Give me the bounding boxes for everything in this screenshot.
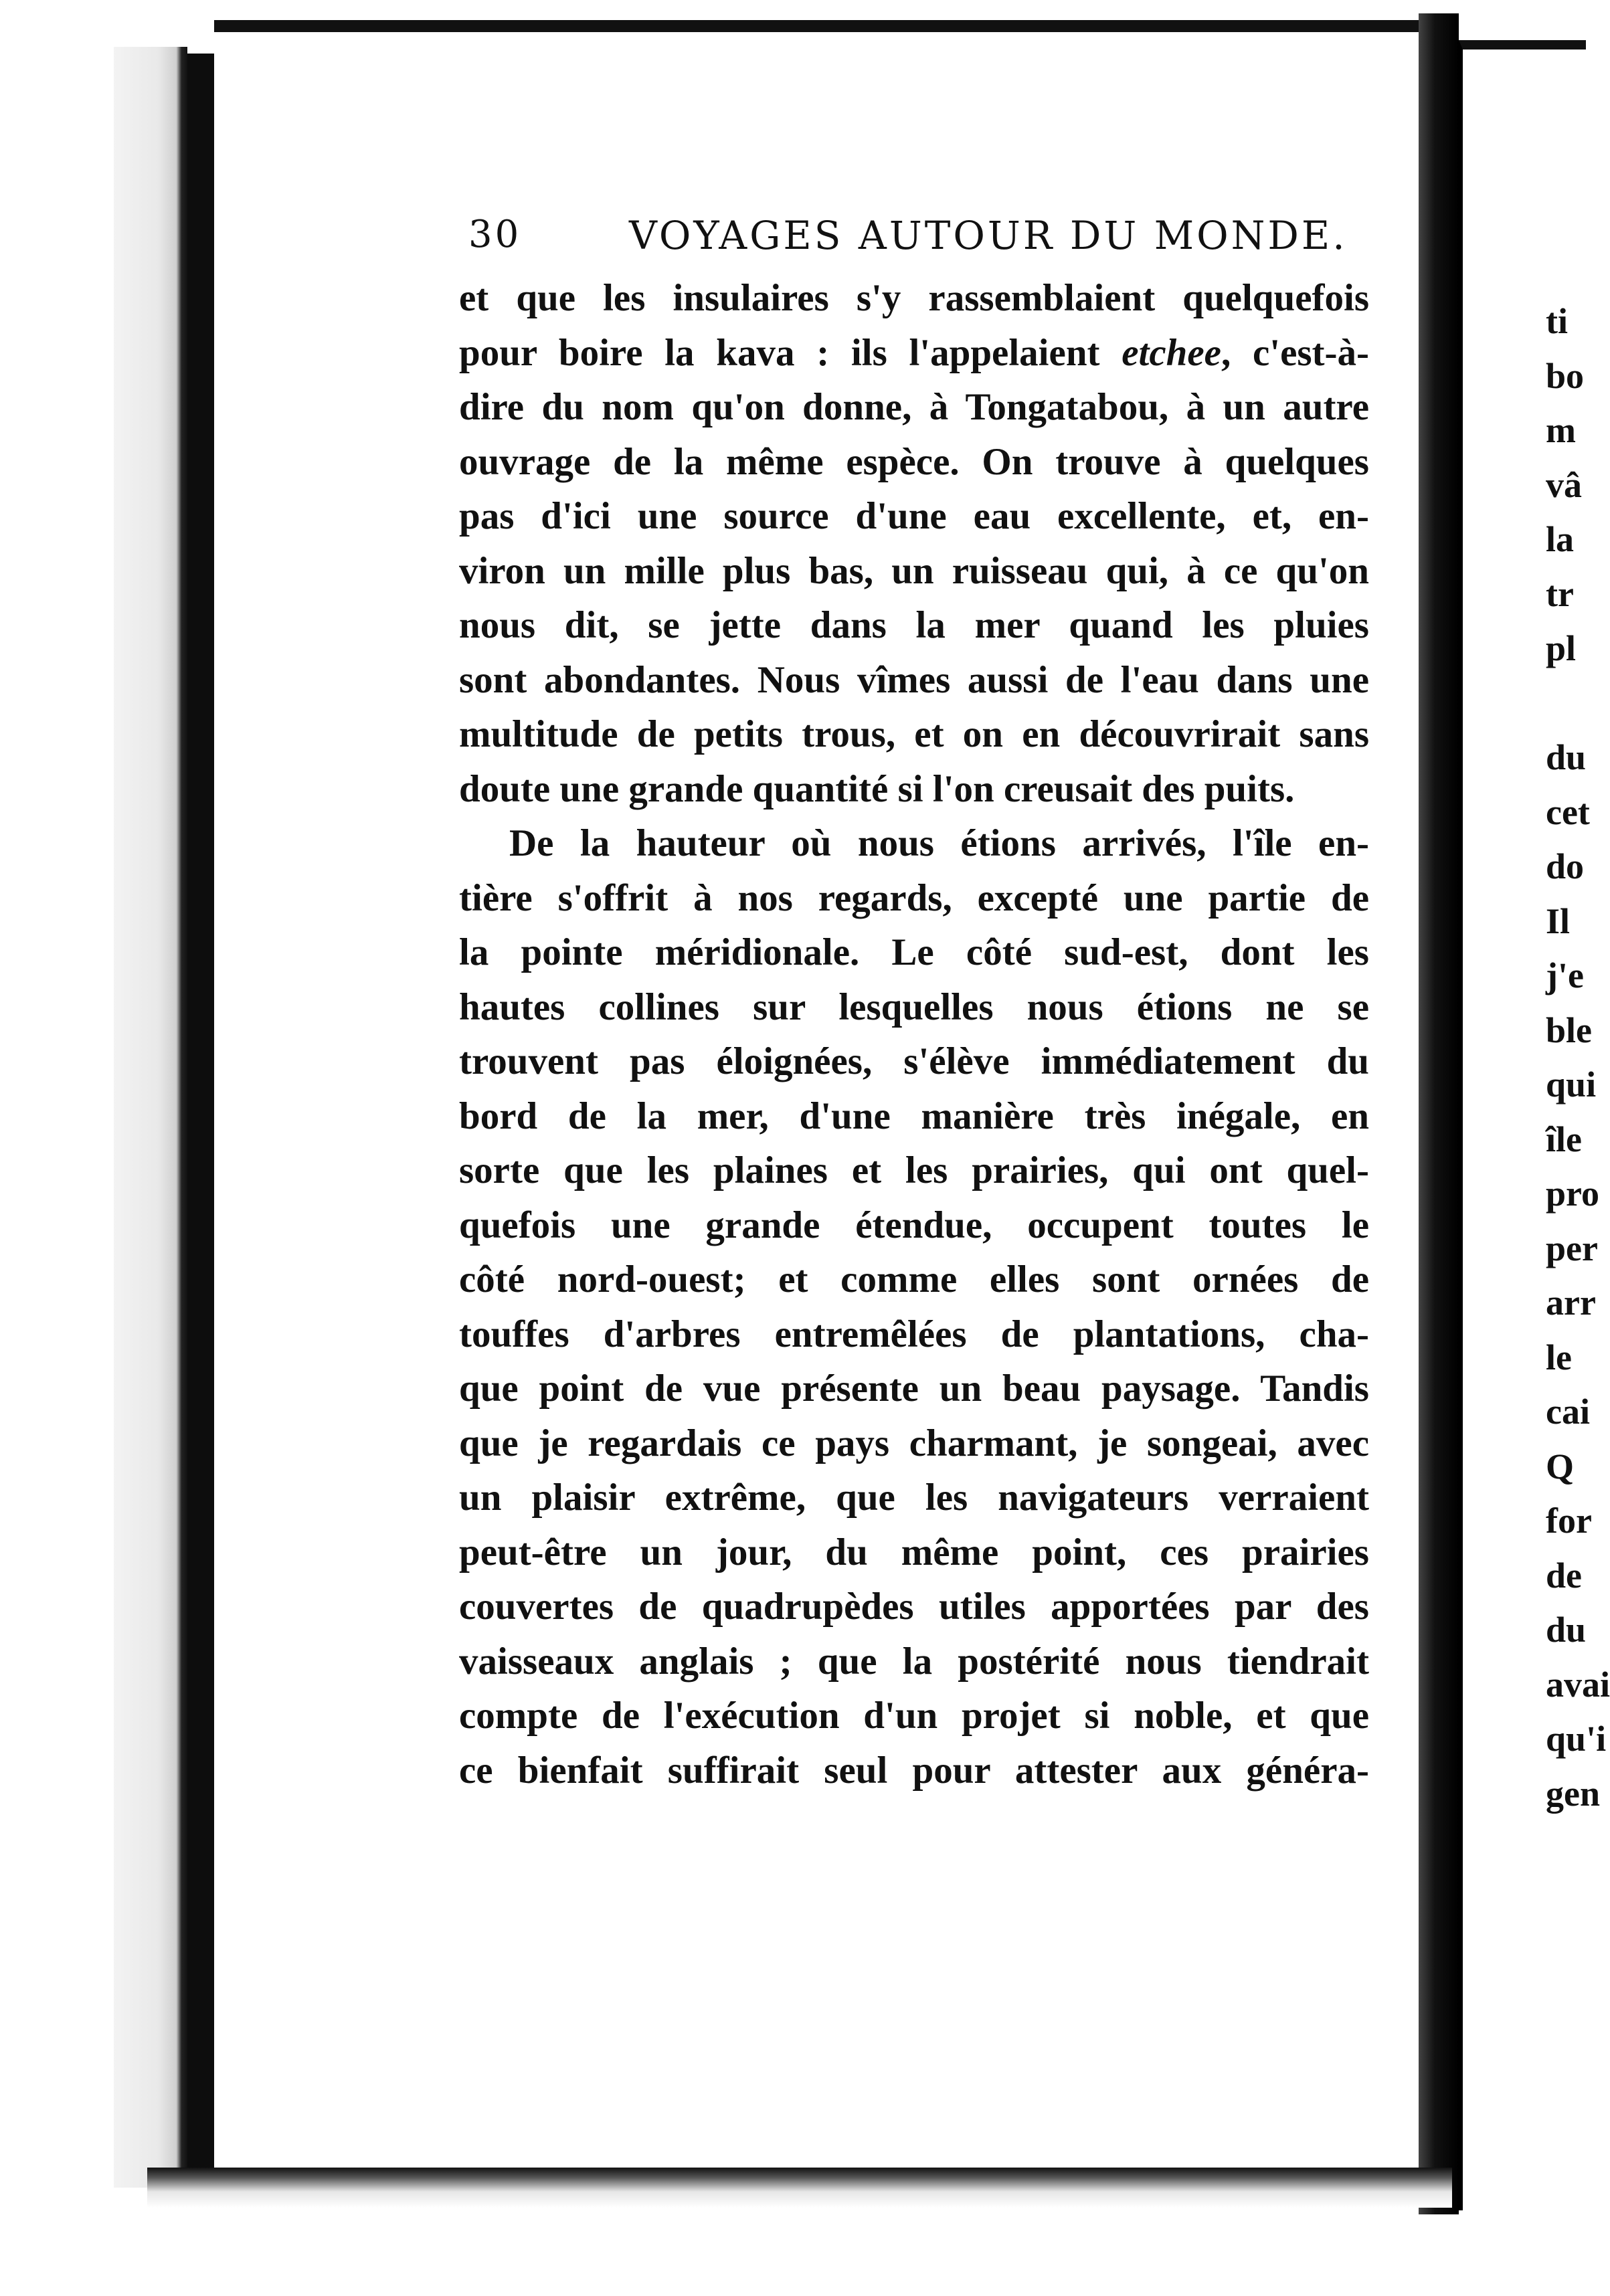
book-gutter bbox=[1419, 13, 1459, 2214]
text-line: la pointe méridionale. Le côté sud-est, dont les bbox=[459, 931, 1369, 973]
running-title: VOYAGES AUTOUR DU MONDE. bbox=[629, 213, 1348, 258]
text-line: doute une grande quantité si l'on creusait des puits. bbox=[459, 767, 1295, 810]
facing-fragment: arr bbox=[1546, 1282, 1596, 1323]
text-segment: pour boire la kava : ils l'appelaient bbox=[459, 331, 1122, 374]
facing-fragment: qui bbox=[1546, 1064, 1597, 1105]
text-line: côté nord-ouest; et comme elles sont ornées de bbox=[459, 1258, 1369, 1301]
text-line: hautes collines sur lesquelles nous étions ne se bbox=[459, 985, 1369, 1028]
facing-fragment: le bbox=[1546, 1337, 1572, 1377]
facing-fragment: gen bbox=[1546, 1773, 1600, 1814]
text-line: viron un mille plus bas, un ruisseau qui, à ce qu'on bbox=[459, 549, 1369, 592]
facing-fragment: per bbox=[1546, 1228, 1598, 1268]
page-bottom-shadow bbox=[147, 2168, 1452, 2208]
facing-fragment: cai bbox=[1546, 1392, 1590, 1432]
facing-fragment: du bbox=[1546, 737, 1587, 777]
text-line: bord de la mer, d'une manière très inégale, en bbox=[459, 1094, 1369, 1137]
facing-fragment: la bbox=[1546, 519, 1575, 559]
facing-page-text bbox=[1546, 294, 1610, 1821]
facing-fragment: m bbox=[1546, 410, 1576, 450]
text-line: peut-être un jour, du même point, ces prairies bbox=[459, 1531, 1369, 1573]
text-line: sorte que les plaines et les prairies, qui ont quel- bbox=[459, 1149, 1369, 1191]
facing-fragment: du bbox=[1546, 1610, 1587, 1650]
text-line: De la hauteur où nous étions arrivés, l'île en- bbox=[509, 822, 1369, 864]
text-line: pas d'ici une source d'une eau excellente, et, en- bbox=[459, 495, 1369, 537]
paragraph-2 bbox=[459, 816, 1369, 1798]
text-segment: , c'est-à- bbox=[1221, 331, 1370, 374]
facing-fragment: pro bbox=[1546, 1173, 1600, 1214]
text-line: nous dit, se jette dans la mer quand les pluies bbox=[459, 604, 1369, 646]
facing-fragment: j'e bbox=[1546, 955, 1584, 995]
facing-fragment: de bbox=[1546, 1555, 1582, 1596]
text-line: que je regardais ce pays charmant, je songeai, avec bbox=[459, 1422, 1369, 1464]
facing-fragment: bo bbox=[1546, 355, 1585, 396]
text-line: vaisseaux anglais ; que la postérité nous tiendrait bbox=[459, 1640, 1369, 1683]
text-line: tière s'offrit à nos regards, excepté une partie de bbox=[459, 876, 1369, 919]
facing-fragment: qu'i bbox=[1546, 1719, 1607, 1759]
scan-margin-left bbox=[0, 0, 114, 2296]
facing-fragment: avai bbox=[1546, 1664, 1610, 1705]
facing-fragment: île bbox=[1546, 1119, 1582, 1159]
facing-fragment: Q bbox=[1546, 1446, 1575, 1487]
text-line bbox=[459, 326, 1369, 381]
text-line: compte de l'exécution d'un projet si noble, et que bbox=[459, 1695, 1369, 1737]
text-line: multitude de petits trous, et on en découvrirait sans bbox=[459, 713, 1369, 755]
facing-fragment: pl bbox=[1546, 628, 1577, 668]
text-line: un plaisir extrême, que les navigateurs verraient bbox=[459, 1476, 1369, 1519]
page-number: 30 bbox=[468, 213, 522, 256]
book-spine-edge bbox=[187, 54, 214, 2188]
paragraph-1 bbox=[459, 271, 1369, 816]
facing-fragment: for bbox=[1546, 1501, 1592, 1541]
facing-fragment: ti bbox=[1546, 301, 1568, 341]
text-line: dire du nom qu'on donne, à Tongatabou, à un autre bbox=[459, 386, 1369, 428]
facing-fragment: cet bbox=[1546, 791, 1590, 832]
facing-fragment: do bbox=[1546, 846, 1585, 886]
text-line: quefois une grande étendue, occupent toutes le bbox=[459, 1204, 1369, 1246]
text-line: que point de vue présente un beau paysage. Tandis bbox=[459, 1367, 1369, 1410]
text-line: couvertes de quadrupèdes utiles apportées par des bbox=[459, 1586, 1369, 1628]
text-line: ce bienfait suffirait seul pour attester aux généra- bbox=[459, 1749, 1369, 1792]
text-line: sont abondantes. Nous vîmes aussi de l'eau dans une bbox=[459, 658, 1369, 701]
text-line: et que les insulaires s'y rassemblaient quelquefois bbox=[459, 277, 1369, 319]
facing-fragment: vâ bbox=[1546, 464, 1582, 505]
book-edge-shadow bbox=[114, 47, 187, 2188]
text-line: touffes d'arbres entremêlées de plantations, cha- bbox=[459, 1313, 1369, 1355]
text-line: ouvrage de la même espèce. On trouve à quelques bbox=[459, 440, 1369, 483]
facing-fragment: ble bbox=[1546, 1010, 1593, 1050]
facing-fragment: Il bbox=[1546, 900, 1571, 941]
italic-word: etchee bbox=[1122, 331, 1221, 374]
page-body bbox=[459, 271, 1369, 1798]
facing-fragment: tr bbox=[1546, 573, 1574, 614]
text-line: trouvent pas éloignées, s'élève immédiatement du bbox=[459, 1040, 1369, 1082]
